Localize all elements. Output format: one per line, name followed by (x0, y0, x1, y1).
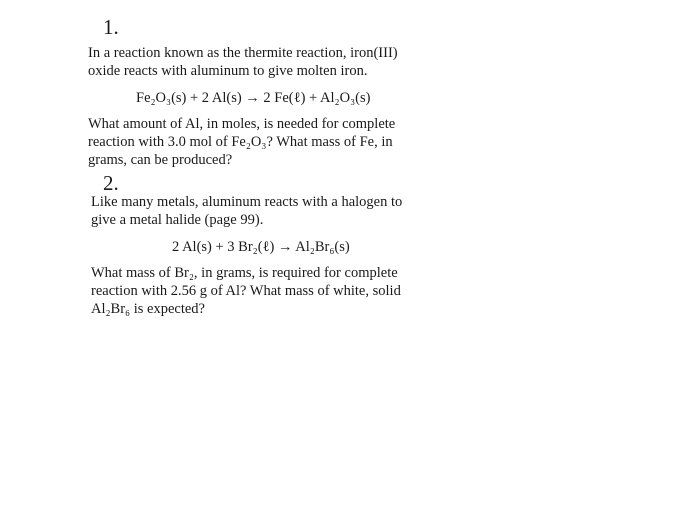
problem-1-equation: Fe₂O₃(s) + 2 Al(s) → 2 Fe(ℓ) + Al₂O₃(s) (136, 90, 371, 106)
problem-1-question-line-3: grams, can be produced? (88, 152, 233, 168)
problem-2-question-line-1: What mass of Br₂, in grams, is required for complete (91, 265, 398, 281)
problem-2-question-line-2: reaction with 2.56 g of Al? What mass of white, solid (91, 283, 401, 299)
problem-2-equation: 2 Al(s) + 3 Br₂(ℓ) → Al₂Br₆(s) (172, 239, 350, 255)
problem-1-intro-line-1: In a reaction known as the thermite reaction, iron(III) (88, 45, 398, 61)
problem-2-number: 2. (103, 171, 119, 195)
problem-1-intro-line-2: oxide reacts with aluminum to give molten iron. (88, 63, 368, 79)
problem-2-intro-line-1: Like many metals, aluminum reacts with a halogen to (91, 194, 403, 210)
problem-1-intro (88, 44, 398, 80)
problem-2-question (91, 264, 401, 318)
problem-1-number: 1. (103, 15, 119, 39)
problem-2-question-line-3: Al₂Br₆ is expected? (91, 301, 205, 317)
problem-2-intro (91, 193, 402, 229)
problem-1-question (88, 115, 395, 169)
problem-1-question-line-1: What amount of Al, in moles, is needed for complete (88, 116, 396, 132)
problem-1-question-line-2: reaction with 3.0 mol of Fe₂O₃? What mass of Fe, in (88, 134, 393, 150)
problem-2-intro-line-2: give a metal halide (page 99). (91, 212, 264, 228)
